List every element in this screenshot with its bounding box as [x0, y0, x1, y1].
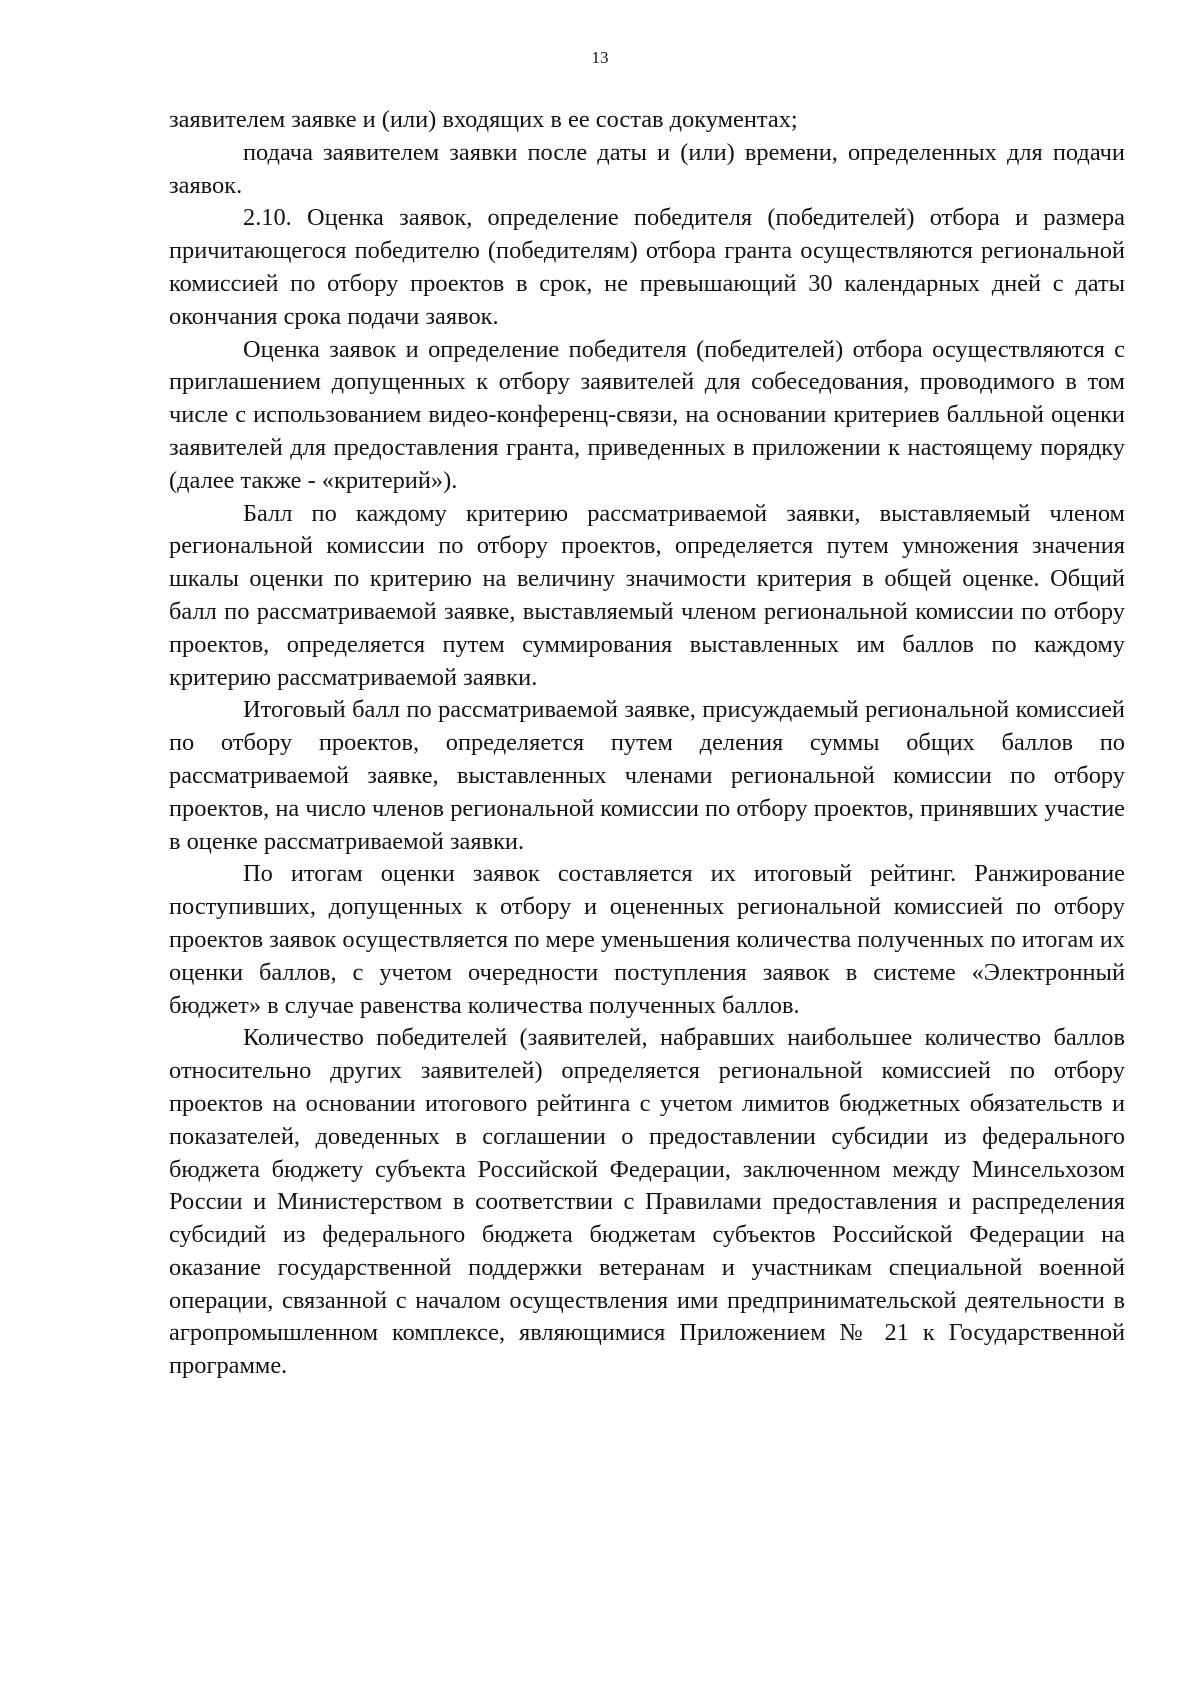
- paragraph-interview-criteria: Оценка заявок и определение победителя (победителей) отбора осуществляются с приглашением допущенных к отбору заявителей для собеседования, проводимого в том числе с использованием видео-конференц-связи, на основании критериев балльной оценки заявителей для предоставления гранта, приведенных в приложении к настоящему порядку (далее также - «критерий»).: [169, 335, 1125, 494]
- paragraph-rating: По итогам оценки заявок составляется их итоговый рейтинг. Ранжирование поступивших, допущенных к отбору и оцененных региональной комиссией по отбору проектов заявок осуществляется по мере уменьшения количества полученных по итогам их оценки баллов, с учетом очередности поступления заявок в системе «Электронный бюджет» в случае равенства количества полученных баллов.: [169, 860, 1125, 1019]
- paragraph-final-score: Итоговый балл по рассматриваемой заявке, присуждаемый региональной комиссией по отбору проектов, определяется путем деления суммы общих баллов по рассматриваемой заявке, выставленных членами региональной комиссии по отбору проектов, на число членов региональной комиссии по отбору проектов, принявших участие в оценке рассматриваемой заявки.: [169, 696, 1125, 855]
- paragraph-winners-count: Количество победителей (заявителей, набравших наибольшее количество баллов относительно других заявителей) определяется региональной комиссией по отбору проектов на основании итогового рейтинга с учетом лимитов бюджетных обязательств и показателей, доведенных в соглашении о предоставлении субсидии из федерального бюджета бюджету субъекта Российской Федерации, заключенном между Минсельхозом России и Министерством в соответствии с Правилами предоставления и распределения субсидий из федерального бюджета бюджетам субъектов Российской Федерации на оказание государственной поддержки ветеранам и участникам специальной военной операции, связанной с началом осуществления ими предпринимательской деятельности в агропромышленном комплексе, являющимися Приложением № 21 к Государственной программе.: [169, 1024, 1125, 1380]
- paragraph-2-10-evaluation: 2.10. Оценка заявок, определение победителя (победителей) отбора и размера причитающегося победителю (победителям) отбора гранта осуществляются региональной комиссией по отбору проектов в срок, не превышающий 30 календарных дней с даты окончания срока подачи заявок.: [169, 204, 1125, 330]
- paragraph-score-calculation: Балл по каждому критерию рассматриваемой заявки, выставляемый членом региональной комиссии по отбору проектов, определяется путем умножения значения шкалы оценки по критерию на величину значимости критерия в общей оценке. Общий балл по рассматриваемой заявке, выставляемый членом региональной комиссии по отбору проектов, определяется путем суммирования выставленных им баллов по каждому критерию рассматриваемой заявки.: [169, 499, 1125, 691]
- paragraph-late-submission: подача заявителем заявки после даты и (или) времени, определенных для подачи заявок.: [169, 138, 1125, 199]
- page-number: 13: [591, 48, 609, 67]
- document-body: [169, 104, 1125, 1383]
- paragraph-continuation: заявителем заявке и (или) входящих в ее состав документах;: [169, 106, 798, 133]
